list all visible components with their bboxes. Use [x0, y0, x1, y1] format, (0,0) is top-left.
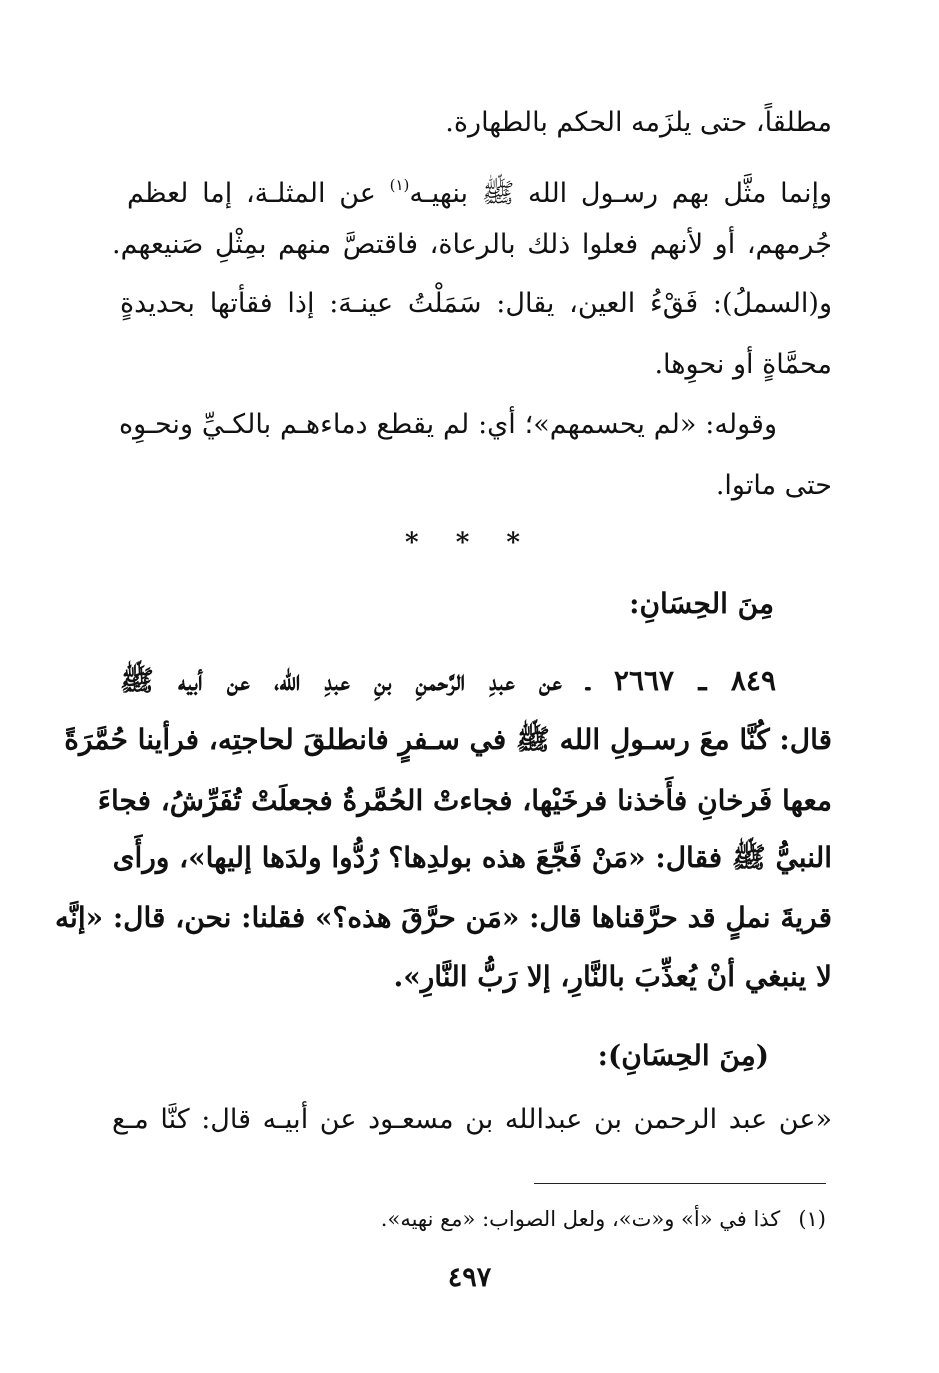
footnote-text: كذا في «أ» و«ت»، ولعل الصواب: «مع نهيه». [380, 1207, 781, 1231]
commentary-line-4: و(السملُ): فَقْءُ العين، يقال: سَمَلْتُ عينـهَ: إذا فقأتها بحديدةٍ [120, 288, 832, 319]
hadith-line-2: قال: كُنَّا معَ رسـولِ الله ﷺ في سـفرٍ فانطلقَ لحاجتِه، فرأينا حُمَّرَةً [64, 723, 832, 756]
commentary-line-2-text-b: عن المثلـة، إما لعظم [127, 178, 390, 209]
commentary-line-5: محمَّاةٍ أو نحوِها. [654, 349, 832, 380]
hadith-line-4: النبيُّ ﷺ فقال: «مَنْ فَجَّعَ هذه بولدِها؟ رُدُّوا ولدَها إليها»، ورأَى [112, 841, 832, 874]
footnote-reference[interactable]: (١) [389, 176, 410, 194]
commentary-line-2 [127, 165, 832, 214]
commentary-line-6: وقوله: «لم يحسمهم»؛ أي: لم يقطع دماءهـم بالكـيِّ ونحـوِه [119, 409, 777, 440]
commentary-heading: (مِنَ الحِسَانِ): [597, 1039, 769, 1072]
commentary-line-1: مطلقاً، حتى يلزَمه الحكم بالطهارة. [445, 107, 832, 138]
hadith-line-3: معها فَرخانِ فأَخذنا فرخَيْها، فجاءتْ الحُمَّرةُ فجعلَتْ تُفَرِّشُ، فجاءَ [97, 784, 832, 817]
commentary-line-7: حتى ماتوا. [715, 470, 832, 501]
hadith-line-5: قريةَ نملٍ قد حرَّقناها قال: «مَن حرَّقَ هذه؟» فقلنا: نحن، قال: «إنَّه [55, 901, 832, 934]
page-number: ٤٩٧ [447, 1262, 492, 1293]
commentary-b-line-1: «عن عبد الرحمن بن عبدالله بن مسعـود عن أبيـه قال: كنَّا مـع [112, 1104, 832, 1135]
hadith-line-1: ٨٤٩ ـ ٢٦٦٧ ـ عن عبدِ الرَّحمنِ بنِ عبدِ الله، عن أبيه ﷺ [120, 664, 776, 697]
commentary-line-3: جُرمهم، أو لأنهم فعلوا ذلك بالرعاة، فاقتصَّ منهم بمِثْلِ صَنيعهم. [112, 229, 832, 260]
commentary-line-2-text-a: وإنما مثَّل بهم رسـول الله ﷺ بنهيـه [409, 178, 832, 209]
section-separator: * * * [405, 528, 534, 558]
hadith-line-6: لا ينبغي أنْ يُعذِّبَ بالنَّارِ، إلا رَبُّ النَّارِ». [393, 960, 832, 993]
section-heading: مِنَ الحِسَانِ: [629, 587, 774, 620]
footnote-number: (١) [798, 1207, 826, 1231]
footnote [381, 1204, 826, 1234]
footnote-divider [534, 1183, 826, 1184]
